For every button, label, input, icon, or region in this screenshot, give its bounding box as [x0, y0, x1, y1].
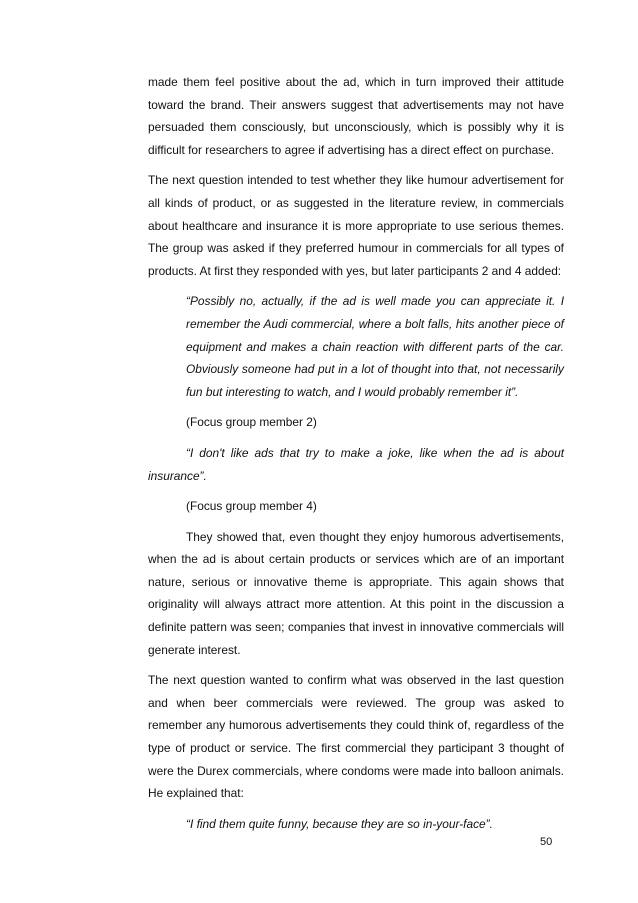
- attribution-1: (Focus group member 2): [186, 415, 317, 430]
- paragraph-1: made them feel positive about the ad, which in turn improved their attitude toward the brand. Their answers suggest that advertisements may not have persuaded them consciously, but unconsciously, which is possibly why it is difficult for researchers to agree if advertising has a direct effect on purchase.: [148, 75, 564, 157]
- paragraph-4: The next question wanted to confirm what was observed in the last question and when beer commercials were reviewed. The group was asked to remember any humorous advertisements they could think of, regardless of the type of product or service. The first commercial they participant 3 thought of were the Durex commercials, where condoms were made into balloon animals. He explained that:: [148, 673, 564, 801]
- quote-3: “I find them quite funny, because they are so in-your-face”.: [186, 816, 493, 831]
- paragraph-3: They showed that, even thought they enjoy humorous advertisements, when the ad is about certain products or services which are of an important nature, serious or innovative theme is appropriate. This again shows that originality will always attract more attention. At this point in the discussion a definite pattern was seen; companies that invest in innovative commercials will generate interest.: [148, 529, 564, 657]
- body-text: [148, 71, 564, 843]
- paragraph-2: The next question intended to test whether they like humour advertisement for all kinds of product, or as suggested in the literature review, in commercials about healthcare and insurance it is more appropriate to use serious themes. The group was asked if they preferred humour in commercials for all types of products. At first they responded with yes, but later participants 2 and 4 added:: [148, 173, 564, 278]
- quote-2: “I don't like ads that try to make a joke, like when the ad is about insurance”.: [148, 445, 564, 483]
- attribution-2: (Focus group member 4): [186, 499, 317, 514]
- page-number: 50: [540, 836, 553, 848]
- quote-1: “Possibly no, actually, if the ad is well made you can appreciate it. I remember the Audi commercial, where a bolt falls, hits another piece of equipment and makes a chain reaction with different parts of the car. Obviously someone had put in a lot of thought into that, not necessarily fun but interesting to watch, and I would probably remember it”.: [186, 294, 564, 399]
